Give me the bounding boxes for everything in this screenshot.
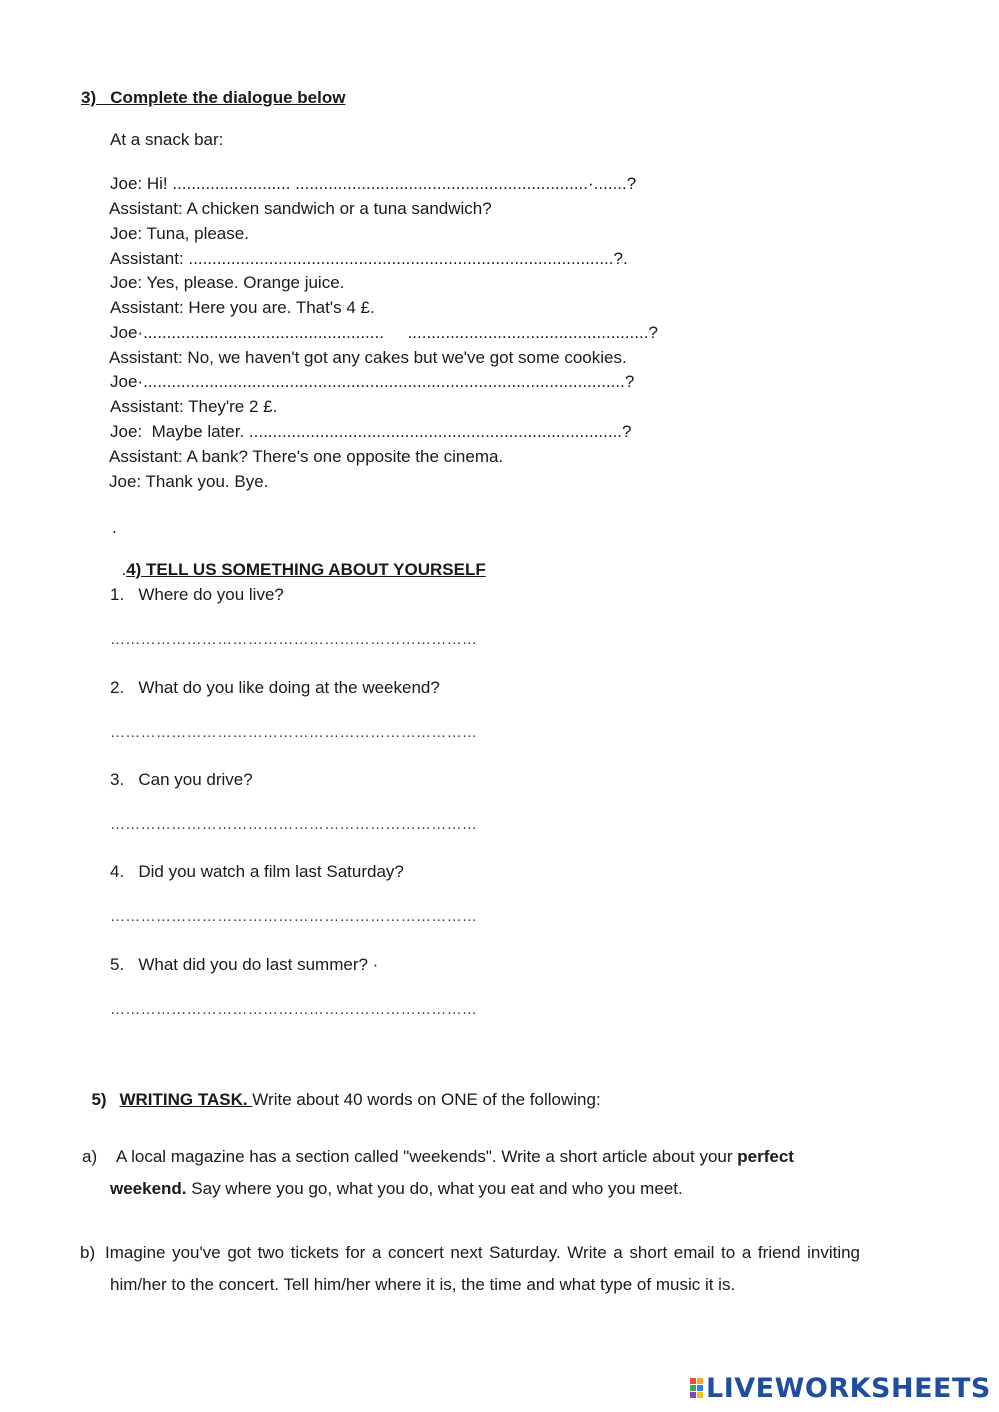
- dialogue-line: Assistant: A bank? There's one opposite the cinema.: [109, 447, 504, 466]
- option-b-text: Imagine you've got two tickets for a concert next Saturday. Write a short email to a friend inviting him/her to the concert. Tell him/her where it is, the time and what type of music it is.: [105, 1243, 860, 1294]
- dialogue-line: Joe: Maybe later. ...............................................................................?: [110, 422, 632, 441]
- question-5: 5. What did you do last summer? ·: [110, 955, 379, 974]
- dialogue-line: Assistant: A chicken sandwich or a tuna sandwich?: [109, 199, 492, 218]
- answer-line-4[interactable]: ………………………………………………………………: [110, 908, 478, 925]
- dialogue-line: Assistant: Here you are. That's 4 £.: [110, 298, 375, 317]
- logo-text: LIVEWORKSHEETS: [706, 1372, 991, 1404]
- dialogue-line: Assistant: They're 2 £.: [110, 397, 278, 416]
- dialogue-intro: At a snack bar:: [110, 130, 224, 149]
- dialogue-line: Joe·................................................... ...................................................?: [110, 323, 658, 342]
- dialogue-line: Joe: Thank you. Bye.: [109, 472, 269, 491]
- option-a-marker: a): [82, 1147, 98, 1166]
- dialogue-line: Assistant: ..........................................................................................?.: [110, 249, 628, 268]
- section-4-title: 4) TELL US SOMETHING ABOUT YOURSELF: [126, 560, 486, 579]
- answer-line-1[interactable]: ………………………………………………………………: [110, 631, 478, 648]
- section-3-heading: 3) Complete the dialogue below: [81, 88, 346, 107]
- question-3: 3. Can you drive?: [110, 770, 253, 789]
- section-5-number: 5): [91, 1090, 107, 1109]
- dialogue-line: Joe·......................................................................................................?: [110, 372, 635, 391]
- dialogue-line: Joe: Hi! ......................... ..............................................................·.......?: [110, 174, 637, 193]
- section-4-heading: [112, 540, 486, 580]
- option-a-text-1: A local magazine has a section called "weekends". Write a short article about your: [116, 1147, 738, 1166]
- liveworksheets-logo: [690, 1373, 991, 1403]
- question-1: 1. Where do you live?: [110, 585, 284, 604]
- stray-dot: .: [112, 518, 117, 537]
- dialogue-line: Joe: Tuna, please.: [110, 224, 249, 243]
- answer-line-3[interactable]: ………………………………………………………………: [110, 816, 478, 833]
- answer-line-5[interactable]: ………………………………………………………………: [110, 1001, 478, 1018]
- logo-mark-icon: [690, 1378, 703, 1398]
- question-4: 4. Did you watch a film last Saturday?: [110, 862, 404, 881]
- option-a-bold: perfect weekend.: [110, 1147, 794, 1198]
- answer-line-2[interactable]: ………………………………………………………………: [110, 724, 478, 741]
- dialogue-line: Joe: Yes, please. Orange juice.: [110, 273, 345, 292]
- dialogue-line: Assistant: No, we haven't got any cakes but we've got some cookies.: [109, 348, 627, 367]
- writing-task-title: WRITING TASK.: [119, 1090, 253, 1109]
- writing-task-instruction: Write about 40 words on ONE of the following:: [252, 1090, 601, 1109]
- section-5-heading: [82, 1070, 601, 1110]
- heading-prefix: .: [121, 560, 127, 579]
- option-a-text: [110, 1141, 870, 1205]
- option-b-marker: b): [80, 1243, 96, 1262]
- question-2: 2. What do you like doing at the weekend?: [110, 678, 440, 697]
- option-a-text-2: Say where you go, what you do, what you eat and who you meet.: [186, 1179, 683, 1198]
